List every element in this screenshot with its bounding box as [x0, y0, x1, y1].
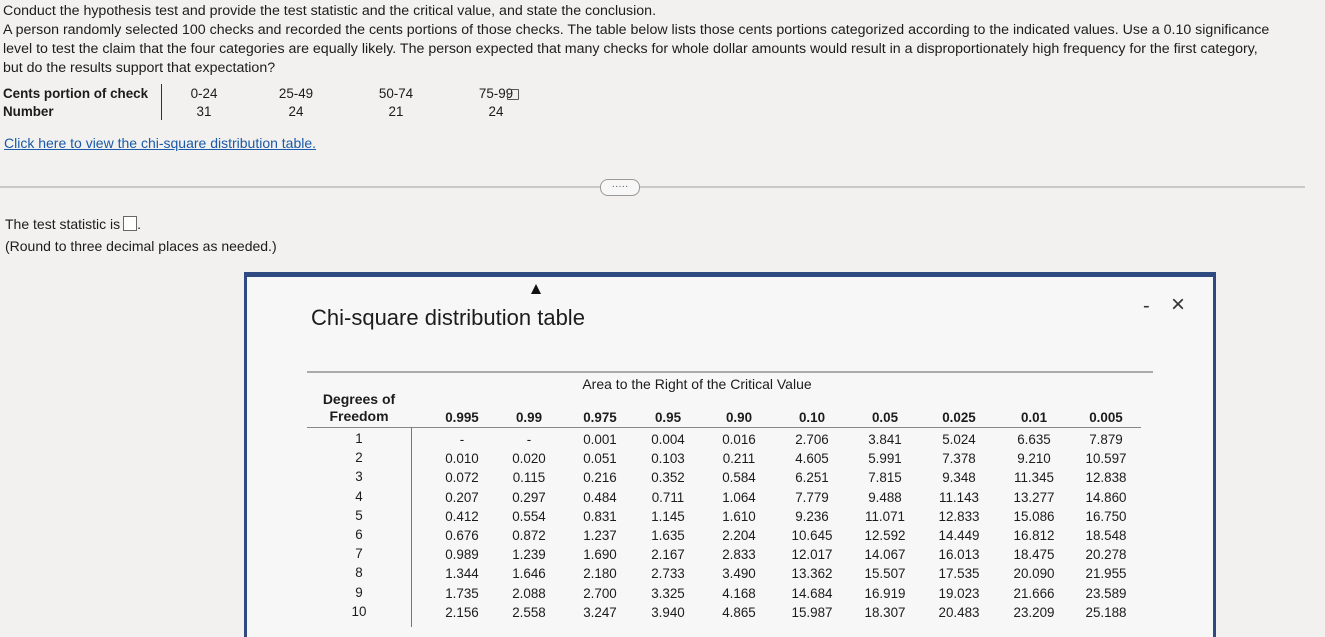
- period: .: [137, 216, 142, 232]
- critical-value-cell: 23.209: [1013, 604, 1055, 620]
- critical-value-cell: 9.488: [868, 489, 902, 505]
- table-row: [3, 102, 546, 120]
- critical-value-cell: 1.344: [445, 566, 479, 582]
- critical-value-cell: 0.072: [445, 470, 479, 486]
- critical-value-cell: 4.605: [795, 451, 829, 467]
- critical-value-cell: 16.750: [1085, 508, 1127, 524]
- critical-value-cell: 20.483: [938, 604, 980, 620]
- table-row: [3, 84, 546, 102]
- critical-value-cell: 19.023: [938, 585, 980, 601]
- area-label: Area to the Right of the Critical Value: [582, 376, 812, 392]
- critical-value-cell: 7.779: [795, 489, 829, 505]
- alpha-column: [999, 410, 1069, 622]
- critical-value-cell: 10.645: [791, 527, 833, 543]
- critical-value-cell: 23.589: [1085, 585, 1127, 601]
- critical-value-cell: 20.278: [1085, 547, 1127, 563]
- critical-value-cell: 14.684: [791, 585, 833, 601]
- test-statistic-input[interactable]: [123, 216, 137, 231]
- count-cell: 24: [288, 103, 304, 119]
- critical-value-cell: 1.610: [722, 508, 756, 524]
- critical-value-cell: 18.548: [1085, 527, 1127, 543]
- cents-data-table: [3, 84, 546, 120]
- question-line-2: A person randomly selected 100 checks and recorded the cents portions of those checks. The table below lists those cents portions categorized according to the indicated values. Use a 0.10 significance: [3, 22, 1270, 38]
- critical-value-cell: 11.143: [939, 489, 979, 505]
- critical-value-cell: 3.247: [583, 604, 617, 620]
- category-cell: 25-49: [278, 85, 314, 101]
- df-cell: 1: [355, 431, 363, 446]
- divider: [0, 186, 1305, 188]
- critical-value-cell: 2.733: [651, 566, 685, 582]
- critical-value-cell: 16.812: [1013, 527, 1055, 543]
- critical-value-cell: 2.558: [512, 604, 546, 620]
- critical-value-cell: 0.711: [651, 489, 685, 505]
- critical-value-cell: 1.635: [651, 527, 685, 543]
- critical-value-cell: 1.145: [651, 508, 685, 524]
- critical-value-cell: 12.017: [791, 547, 833, 563]
- critical-value-cell: 25.188: [1085, 604, 1127, 620]
- critical-value-cell: 11.345: [1014, 470, 1054, 486]
- df-cell: 8: [355, 565, 363, 581]
- alpha-header: 0.90: [725, 410, 753, 425]
- alpha-header: 0.995: [445, 410, 479, 425]
- critical-value-cell: 0.554: [512, 508, 546, 524]
- alpha-column: [777, 410, 847, 622]
- alpha-header: 0.95: [654, 410, 682, 425]
- critical-value-cell: 21.666: [1013, 585, 1055, 601]
- question-line-4: but do the results support that expectation?: [3, 60, 276, 76]
- category-cell: 50-74: [378, 85, 414, 101]
- df-cell: 6: [355, 526, 363, 542]
- critical-value-cell: 12.833: [938, 508, 980, 524]
- critical-value-cell: 10.597: [1085, 451, 1127, 467]
- row-header-number: Number: [3, 102, 162, 120]
- critical-value-cell: 0.412: [445, 508, 479, 524]
- critical-value-cell: 0.484: [583, 489, 617, 505]
- alpha-column: [565, 410, 635, 622]
- critical-value-cell: 0.989: [445, 547, 479, 563]
- critical-value-cell: 0.001: [583, 432, 617, 447]
- critical-value-cell: 6.251: [795, 470, 829, 486]
- critical-value-cell: 2.833: [722, 547, 756, 563]
- critical-value-cell: 1.237: [583, 527, 617, 543]
- critical-value-cell: 0.103: [651, 451, 685, 467]
- critical-value-cell: -: [526, 432, 532, 447]
- question-text: [3, 2, 1313, 78]
- alpha-column: [427, 410, 497, 622]
- critical-value-cell: 6.635: [1017, 432, 1051, 447]
- critical-value-cell: 11.071: [865, 508, 905, 524]
- critical-value-cell: 0.352: [651, 470, 685, 486]
- critical-value-cell: 1.646: [512, 566, 546, 582]
- copy-icon[interactable]: [507, 89, 519, 100]
- critical-value-cell: 7.815: [868, 470, 902, 486]
- more-button[interactable]: ·····: [600, 179, 640, 196]
- critical-value-cell: 9.236: [795, 508, 829, 524]
- critical-value-cell: 0.016: [722, 432, 756, 447]
- category-cell: 75-99: [478, 85, 514, 101]
- test-statistic-row: [5, 216, 141, 232]
- modal-title: Chi-square distribution table: [311, 305, 585, 330]
- round-note: (Round to three decimal places as needed.): [5, 238, 277, 254]
- alpha-header: 0.01: [1020, 410, 1048, 425]
- alpha-header: 0.99: [515, 410, 543, 425]
- critical-value-cell: 2.156: [445, 604, 479, 620]
- critical-value-cell: 15.086: [1013, 508, 1055, 524]
- critical-value-cell: 0.297: [512, 489, 546, 505]
- critical-value-cell: 5.024: [942, 432, 976, 447]
- critical-value-cell: 2.180: [583, 566, 617, 582]
- critical-value-cell: 12.838: [1085, 470, 1127, 486]
- critical-value-cell: 2.088: [512, 585, 546, 601]
- critical-value-cell: 0.207: [445, 489, 479, 505]
- close-button[interactable]: ×: [1171, 291, 1186, 318]
- critical-value-cell: 1.735: [445, 585, 479, 601]
- alpha-column: [704, 410, 774, 622]
- df-cell: 2: [355, 450, 363, 466]
- critical-value-cell: 4.168: [722, 585, 756, 601]
- critical-value-cell: 5.991: [868, 451, 902, 467]
- chi-square-table: [307, 371, 1153, 620]
- df-cell: 4: [355, 488, 363, 504]
- df-header-line-1: Degrees of: [322, 391, 396, 407]
- alpha-header: 0.005: [1089, 410, 1123, 425]
- alpha-column: [924, 410, 994, 622]
- df-divider: [411, 427, 412, 627]
- critical-value-cell: 0.010: [445, 451, 479, 467]
- critical-value-cell: 1.690: [583, 547, 617, 563]
- df-cell: 3: [355, 469, 363, 485]
- critical-value-cell: 2.204: [722, 527, 756, 543]
- count-cell: 21: [388, 103, 404, 119]
- chi-square-table-link[interactable]: Click here to view the chi-square distribution table.: [4, 135, 317, 151]
- alpha-column: [494, 410, 564, 622]
- critical-value-cell: 17.535: [938, 566, 980, 582]
- critical-value-cell: 2.167: [651, 547, 685, 563]
- alpha-column: [850, 410, 920, 622]
- count-cell: 24: [488, 103, 504, 119]
- test-statistic-label: The test statistic is: [5, 216, 121, 232]
- critical-value-cell: -: [459, 432, 465, 447]
- critical-value-cell: 18.307: [864, 604, 906, 620]
- chi-square-modal: [244, 272, 1216, 637]
- category-cell: 0-24: [190, 85, 218, 101]
- critical-value-cell: 15.507: [864, 566, 906, 582]
- question-line-1: Conduct the hypothesis test and provide the test statistic and the critical value, and state the conclusion.: [3, 3, 657, 19]
- question-line-3: level to test the claim that the four categories are equally likely. The person expected that many checks for whole dollar amounts would result in a disproportionately high frequency for the first category,: [3, 41, 1258, 57]
- df-column: [307, 429, 411, 621]
- critical-value-cell: 3.325: [651, 585, 685, 601]
- critical-value-cell: 4.865: [722, 604, 756, 620]
- critical-value-cell: 1.064: [722, 489, 756, 505]
- alpha-header: 0.05: [871, 410, 899, 425]
- minimize-button[interactable]: -: [1143, 295, 1150, 317]
- critical-value-cell: 14.067: [864, 547, 906, 563]
- df-cell: 7: [355, 546, 363, 562]
- critical-value-cell: 20.090: [1013, 566, 1055, 582]
- alpha-column: [1071, 410, 1141, 622]
- df-header-line-2: Freedom: [329, 408, 389, 424]
- critical-value-cell: 0.584: [722, 470, 756, 486]
- critical-value-cell: 0.051: [583, 451, 617, 467]
- critical-value-cell: 12.592: [864, 527, 906, 543]
- critical-value-cell: 21.955: [1085, 566, 1127, 582]
- alpha-header: 0.025: [942, 410, 976, 425]
- critical-value-cell: 2.706: [795, 432, 829, 447]
- critical-value-cell: 0.020: [512, 451, 546, 467]
- critical-value-cell: 14.449: [938, 527, 980, 543]
- critical-value-cell: 7.879: [1089, 432, 1123, 447]
- critical-value-cell: 3.940: [651, 604, 685, 620]
- critical-value-cell: 14.860: [1085, 489, 1127, 505]
- df-cell: 10: [351, 603, 367, 619]
- critical-value-cell: 1.239: [512, 547, 546, 563]
- critical-value-cell: 15.987: [791, 604, 833, 620]
- row-header-cents: Cents portion of check: [3, 84, 162, 102]
- critical-value-cell: 0.676: [445, 527, 479, 543]
- df-header: [307, 391, 411, 425]
- critical-value-cell: 2.700: [583, 585, 617, 601]
- df-cell: 9: [355, 584, 363, 600]
- critical-value-cell: 0.216: [583, 470, 617, 486]
- critical-value-cell: 16.919: [864, 585, 906, 601]
- critical-value-cell: 0.115: [512, 470, 546, 486]
- alpha-column: [633, 410, 703, 622]
- critical-value-cell: 13.362: [791, 566, 833, 582]
- critical-value-cell: 16.013: [938, 547, 980, 563]
- critical-value-cell: 3.490: [722, 566, 756, 582]
- critical-value-cell: 3.841: [868, 432, 902, 447]
- critical-value-cell: 18.475: [1013, 547, 1055, 563]
- critical-value-cell: 9.210: [1017, 451, 1051, 467]
- alpha-header: 0.10: [798, 410, 826, 425]
- critical-value-cell: 0.004: [651, 432, 685, 447]
- critical-value-cell: 0.831: [583, 508, 617, 524]
- critical-value-cell: 9.348: [942, 470, 976, 486]
- critical-value-cell: 13.277: [1013, 489, 1055, 505]
- critical-value-cell: 0.872: [512, 527, 546, 543]
- df-cell: 5: [355, 507, 363, 523]
- critical-value-cell: 0.211: [722, 451, 756, 467]
- critical-value-cell: 7.378: [942, 451, 976, 467]
- alpha-header: 0.975: [583, 410, 617, 425]
- count-cell: 31: [196, 103, 212, 119]
- mouse-cursor-icon: [531, 284, 541, 294]
